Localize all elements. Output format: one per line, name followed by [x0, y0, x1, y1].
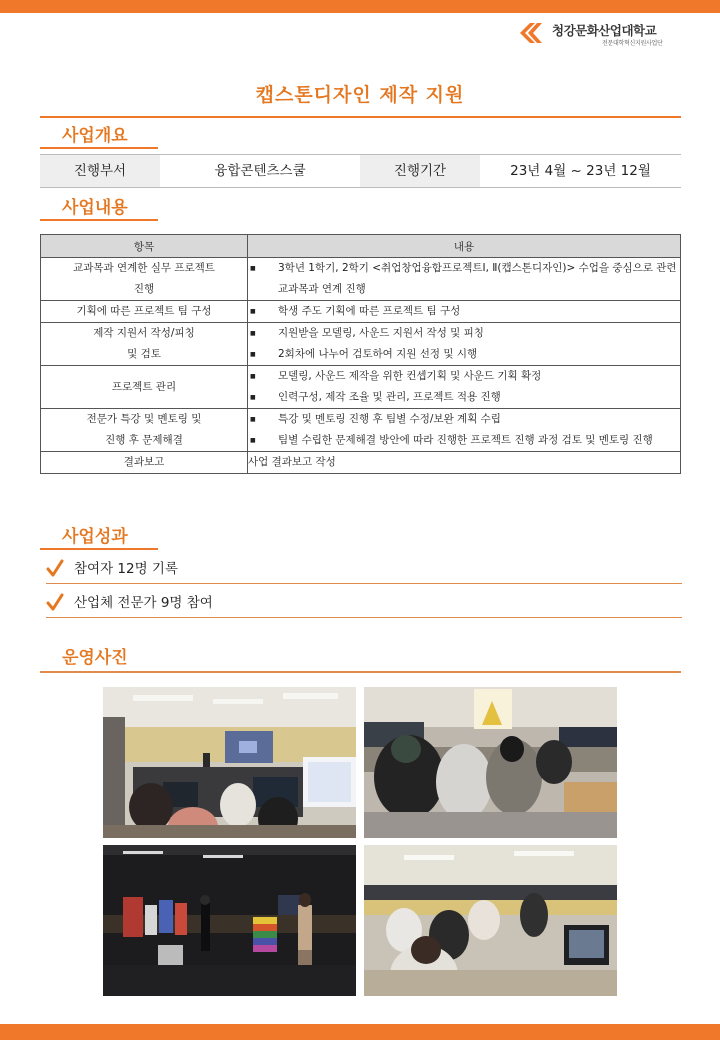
- logo-name: 청강문화산업대학교: [552, 23, 657, 38]
- section-underline: [40, 219, 158, 221]
- section-heading-content: 사업내용: [62, 198, 128, 218]
- table-cell-content: [248, 323, 681, 366]
- item-line: 기획에 따른 프로젝트 팀 구성: [76, 305, 212, 317]
- item-line: 진행: [133, 283, 155, 295]
- item-line: 결과보고: [123, 456, 165, 468]
- table-cell-content: [248, 409, 681, 452]
- dept-label: 진행부서: [40, 155, 160, 187]
- table-row: [41, 258, 681, 301]
- item-line: 프로젝트 관리: [111, 380, 177, 393]
- bullet-item: ■ 2회차에 나누어 검토하여 지원 선정 및 시행: [248, 344, 680, 365]
- item-line: 교과목과 연계한 실무 프로젝트: [73, 262, 215, 274]
- section-heading-results: 사업성과: [62, 527, 128, 547]
- university-logo: [516, 19, 706, 49]
- period-label: 진행기간: [360, 155, 480, 187]
- section-heading-photos: 운영사진: [62, 648, 128, 668]
- table-header-item: 항목: [41, 235, 248, 258]
- result-text: 산업체 전문가 9명 참여: [74, 595, 213, 611]
- table-header-content: 내용: [248, 235, 681, 258]
- table-cell-content: [248, 301, 681, 323]
- checkmark-icon: [46, 593, 64, 611]
- section-heading-overview: 사업개요: [62, 126, 128, 146]
- top-accent-bar: [0, 0, 720, 13]
- table-cell-item: [41, 323, 248, 366]
- table-row: [41, 409, 681, 452]
- item-line: 및 검토: [127, 348, 161, 360]
- table-cell-item: [41, 409, 248, 452]
- item-line: 제작 지원서 작성/피칭: [93, 327, 195, 339]
- bullet-item: ■ 3학년 1학기, 2학기 <취업창업융합프로젝트Ⅰ, Ⅱ(캡스톤디자인)> 수업을 중심으로 관련 교과목과 연계 진행: [248, 258, 680, 300]
- bottom-accent-bar: [0, 1024, 720, 1040]
- content-table: [40, 234, 681, 474]
- motion-capture-studio-photo: [103, 845, 356, 996]
- table-row: [41, 323, 681, 366]
- section-underline: [40, 548, 158, 550]
- table-row: [41, 301, 681, 323]
- item-line: 진행 후 문제해결: [105, 434, 183, 446]
- checkmark-icon: [46, 559, 64, 577]
- classroom-lecture-photo: [103, 687, 356, 838]
- bullet-item: ■ 모델링, 사운드 제작을 위한 컨셉기획 및 사운드 기획 확정: [248, 366, 680, 387]
- logo-subtitle: 전문대학혁신지원사업단: [602, 40, 663, 47]
- period-value: 23년 4월 ~ 23년 12월: [510, 163, 651, 179]
- table-cell-content: [248, 258, 681, 301]
- bullet-item: ■ 학생 주도 기획에 따른 프로젝트 팀 구성: [248, 301, 680, 322]
- bullet-item: ■ 인력구성, 제작 조율 및 관리, 프로젝트 적용 진행: [248, 387, 680, 408]
- dept-value: 융합콘텐츠스쿨: [214, 163, 306, 179]
- result-item: [46, 585, 682, 618]
- ck-logo-icon: [516, 21, 548, 45]
- table-cell-content: 사업 결과보고 작성: [248, 452, 681, 474]
- students-watching-presentation-photo: [364, 687, 617, 838]
- table-cell-item: [41, 366, 248, 409]
- table-cell-item: [41, 301, 248, 323]
- students-at-computers-photo: [364, 845, 617, 996]
- result-item: [46, 551, 682, 584]
- overview-table: [40, 154, 681, 188]
- table-cell-item: [41, 258, 248, 301]
- bullet-item: ■ 지원받을 모델링, 사운드 지원서 작성 및 피칭: [248, 323, 680, 344]
- item-line: 전문가 특강 및 멘토링 및: [86, 413, 202, 425]
- section-underline: [40, 147, 158, 149]
- bullet-item: ■ 팀별 수립한 문제해결 방안에 따라 진행한 프로젝트 진행 과정 검토 및 멘토링 진행: [248, 430, 680, 451]
- bullet-item: ■ 특강 및 멘토링 진행 후 팀별 수정/보완 계획 수립: [248, 409, 680, 430]
- title-divider: [40, 116, 681, 118]
- result-text: 참여자 12명 기록: [74, 561, 179, 577]
- table-cell-item: [41, 452, 248, 474]
- table-row: [41, 366, 681, 409]
- table-row: [41, 452, 681, 474]
- section-underline: [40, 671, 681, 673]
- page-title: 캡스톤디자인 제작 지원: [255, 84, 465, 106]
- table-cell-content: [248, 366, 681, 409]
